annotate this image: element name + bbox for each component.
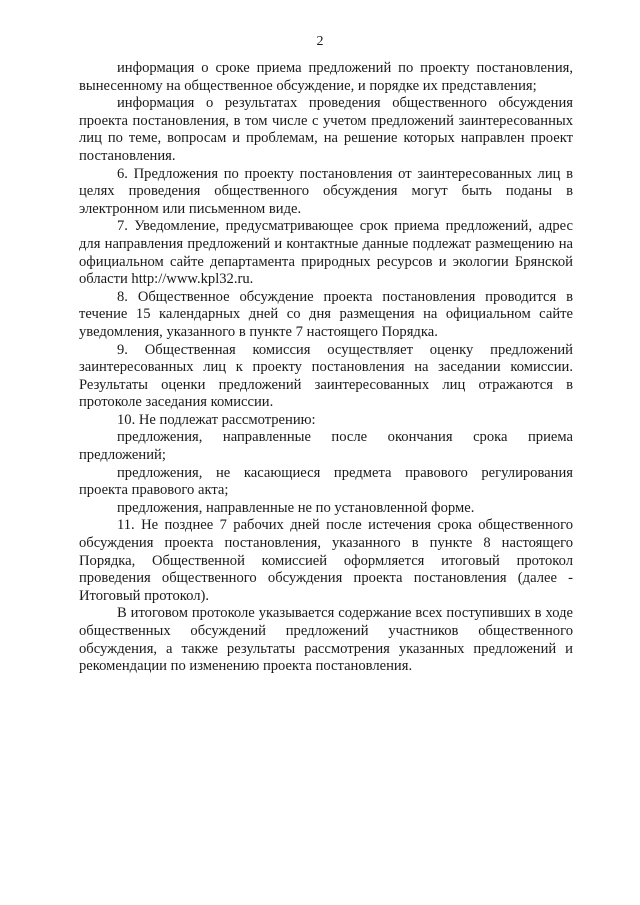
paragraph-submission-info: информация о сроке приема предложений по проекту постановления, вынесенному на общественное обсуждение, и порядке их представления; bbox=[79, 60, 573, 94]
paragraph-item-9: 9. Общественная комиссия осуществляет оценку предложений заинтересованных лиц к проекту постановления на заседании комиссии. Результаты оценки предложений заинтересованных лиц отражаются в протоколе заседания комиссии. bbox=[79, 341, 573, 411]
paragraph-item-11: 11. Не позднее 7 рабочих дней после истечения срока общественного обсуждения проекта постановления, указанного в пункте 8 настоящего Порядка, Общественной комиссией оформляется итоговый протокол проведения общественного обсуждения проекта постановления (далее - Итоговый протокол). bbox=[79, 517, 573, 604]
paragraph-item-10-wrong-form: предложения, направленные не по установленной форме. bbox=[117, 499, 475, 516]
paragraph-item-10: 10. Не подлежат рассмотрению: bbox=[117, 411, 316, 428]
paragraph-item-8: 8. Общественное обсуждение проекта постановления проводится в течение 15 календарных дней со дня размещения на официальном сайте уведомления, указанного в пункте 7 настоящего Порядка. bbox=[79, 288, 573, 340]
paragraph-final-protocol: В итоговом протоколе указывается содержание всех поступивших в ходе общественных обсуждений предложений участников общественного обсуждения, а также результаты рассмотрения указанных предложений и рекомендации по изменению проекта постановления. bbox=[79, 605, 573, 675]
page-number: 2 bbox=[316, 34, 324, 49]
paragraph-item-10-late: предложения, направленные после окончания срока приема предложений; bbox=[79, 429, 573, 464]
paragraph-item-6: 6. Предложения по проекту постановления от заинтересованных лиц в целях проведения общественного обсуждения могут быть поданы в электронном или письменном виде. bbox=[79, 165, 573, 217]
paragraph-results-info: информация о результатах проведения общественного обсуждения проекта постановления, в том числе с учетом предложений заинтересованных лиц по теме, вопросам и проблемам, на решение которых направлен проект постановления. bbox=[79, 95, 573, 164]
document-body bbox=[79, 60, 573, 676]
paragraph-item-10-irrelevant: предложения, не касающиеся предмета правового регулирования проекта правового акта; bbox=[79, 464, 573, 499]
paragraph-item-7: 7. Уведомление, предусматривающее срок приема предложений, адрес для направления предложений и контактные данные подлежат размещению на официальном сайте департамента природных ресурсов и экологии Брянской области http://www.kpl32.ru. bbox=[79, 218, 573, 288]
